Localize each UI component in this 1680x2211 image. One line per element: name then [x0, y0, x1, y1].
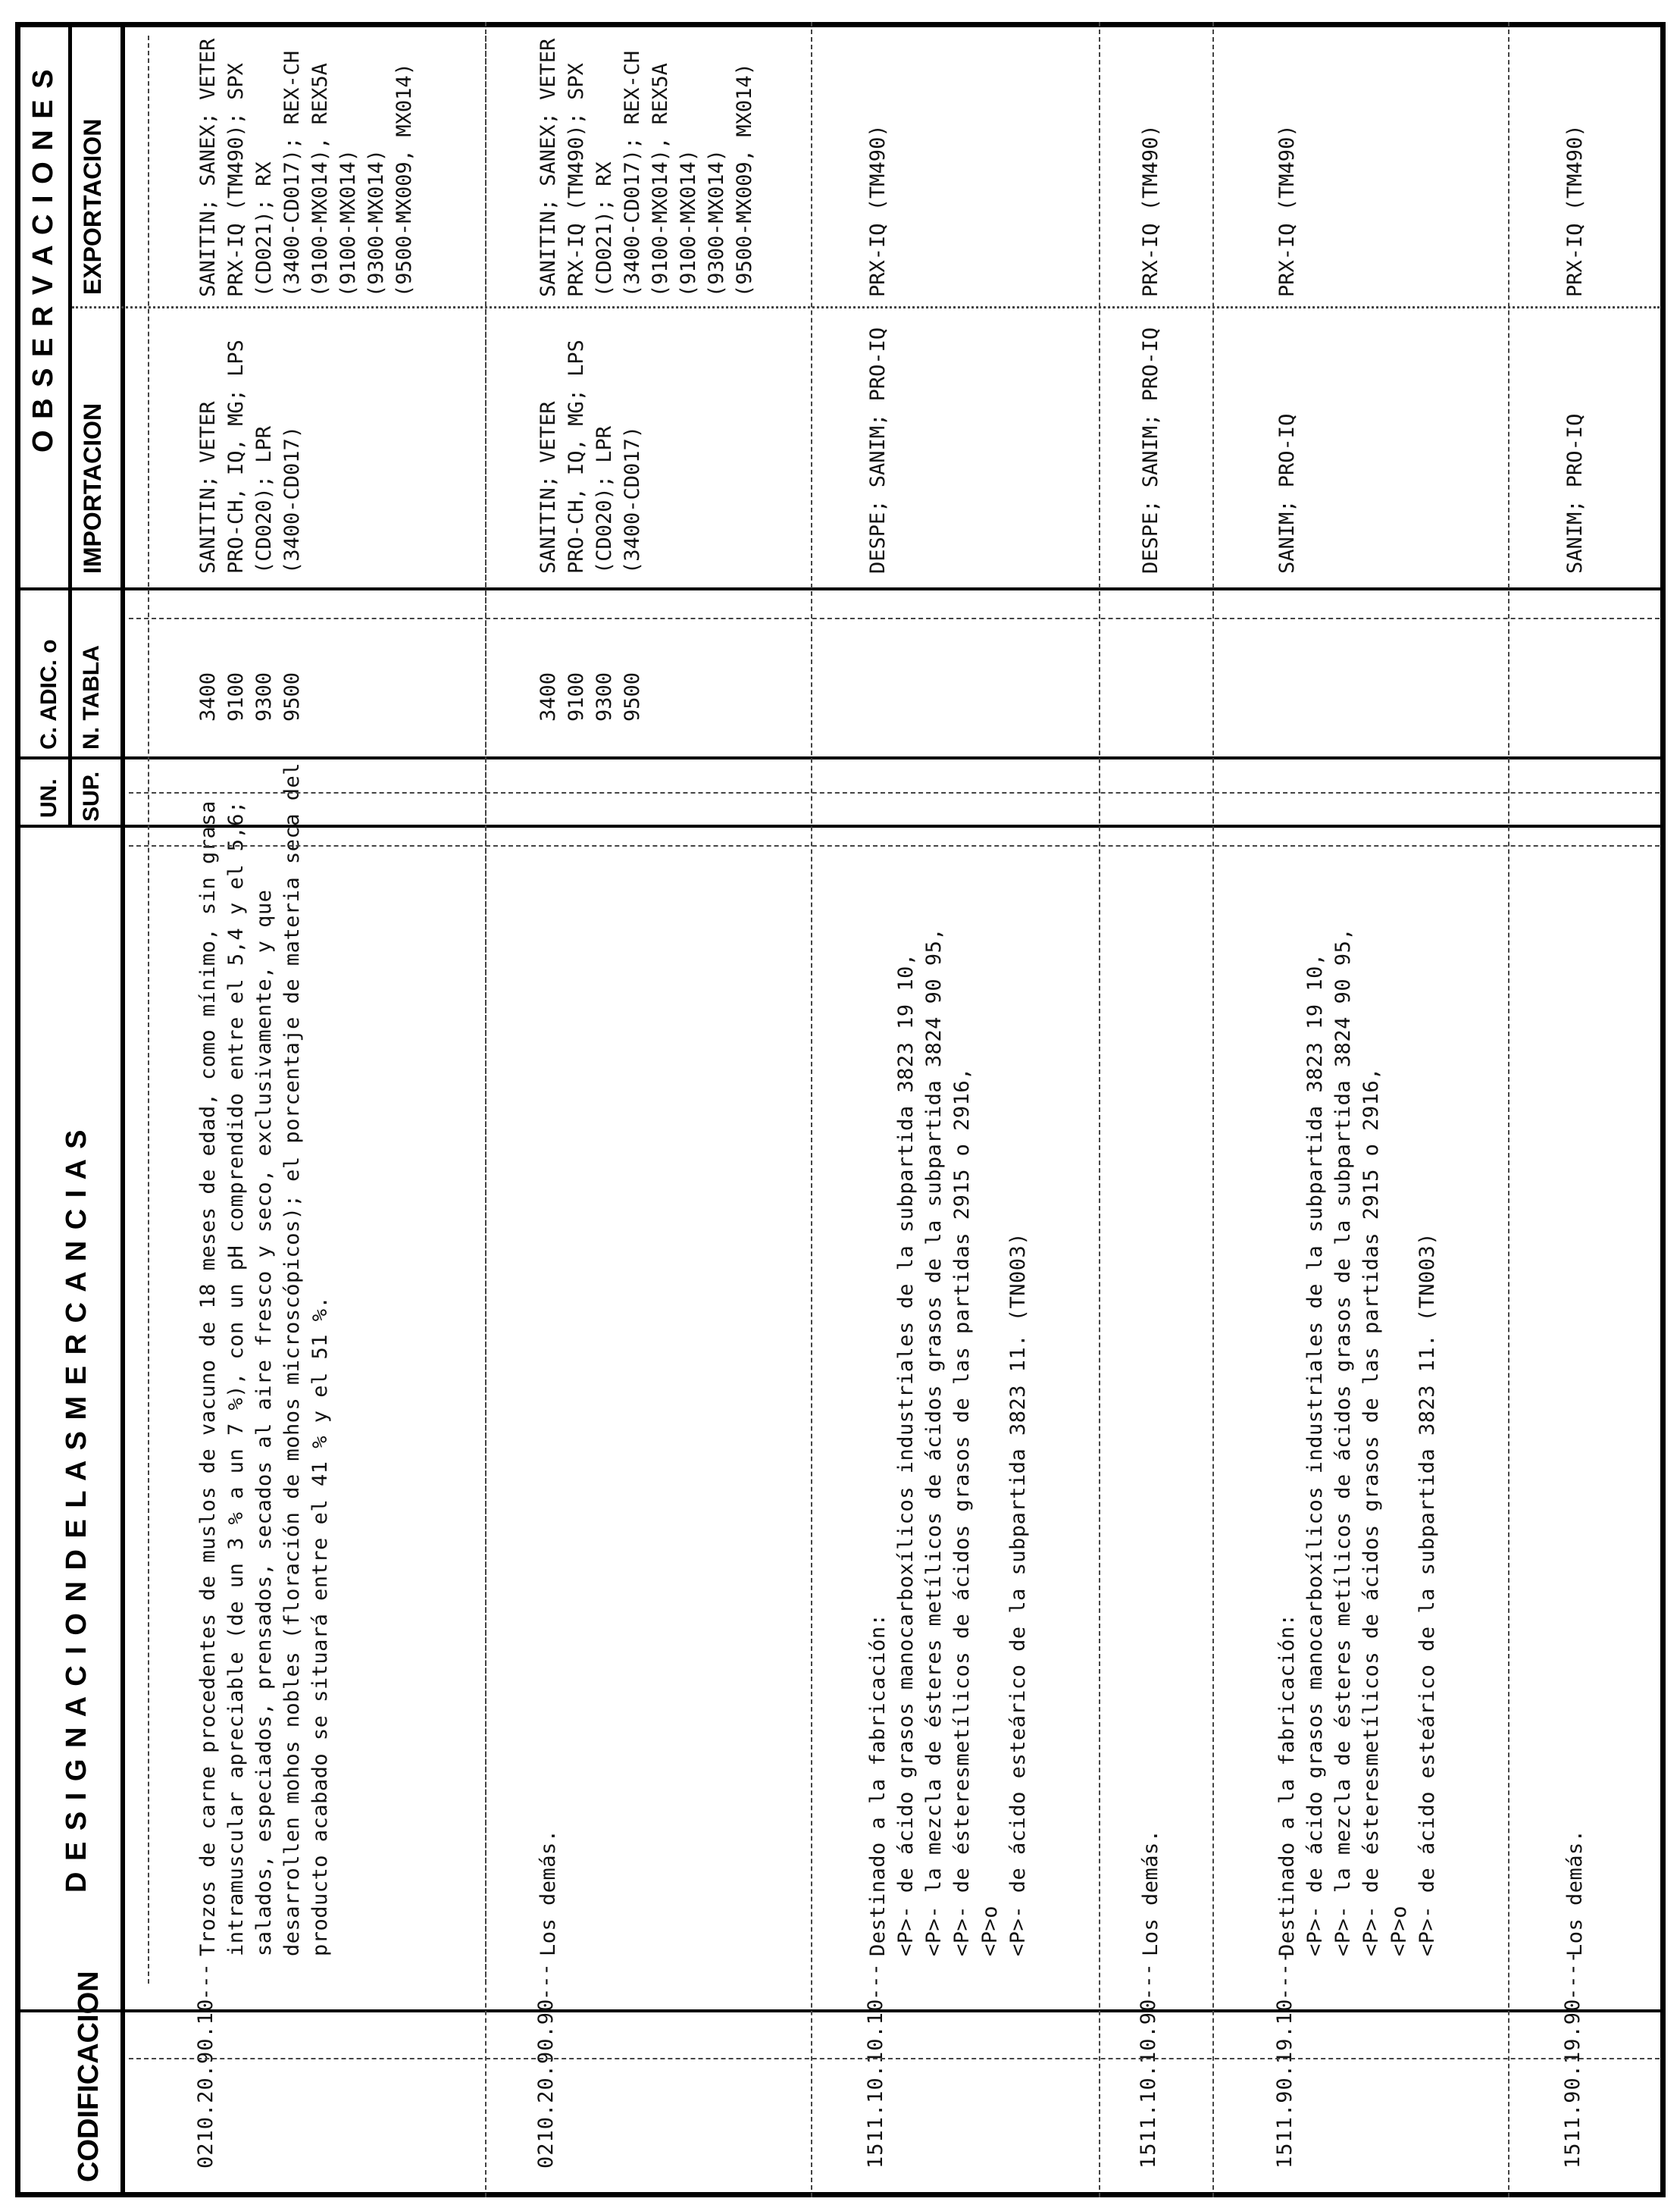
row-separator	[1508, 22, 1509, 2197]
header-observaciones: O B S E R V A C I O N E S	[27, 67, 59, 453]
row-description: Los demás.	[1563, 1829, 1587, 1956]
row-dash: ----	[1273, 1950, 1297, 2000]
col-divider	[15, 756, 1666, 759]
row-code: 1511.90.19.90	[1561, 1998, 1585, 2169]
row-description: Destinado a la fabricación: <P>- de ácido grasos manocarboxílicos industriales de la subpartida 3823 19 10, <P>- la mezcla de ésteres metílicos de ácidos grasos de la subpartida 3824 90 95, <P>- de ésteresmetílicos de ácidos grasos de las partidas 2915 o 2916, <P>o <P>- de ácido esteárico de la subpartida 3823 11. (TN003)	[866, 927, 1030, 1956]
col-dashed-guide	[129, 845, 1660, 847]
row-importacion: SANIM; PRO-IQ	[1563, 413, 1587, 574]
row-importacion: SANITIN; VETER PRO-CH, IQ, MG; LPS (CD020); LPR (3400-CD017)	[196, 340, 304, 574]
header-cadic: C. ADIC. o	[36, 639, 61, 750]
row-cadic: 3400 9100 9300 9500	[537, 672, 644, 722]
header-obs-rule	[68, 22, 72, 590]
row-code: 1511.10.10.10	[864, 1998, 887, 2169]
row-exportacion: SANITIN; SANEX; VETER PRX-IQ (TM490); SPX (CD021); RX (3400-CD017); REX-CH (9100-MX014), REX5A (9100-MX014) (9300-MX014) (9500-MX009, MX014)	[196, 38, 416, 297]
row-exportacion: SANITIN; SANEX; VETER PRX-IQ (TM490); SPX (CD021); RX (3400-CD017); REX-CH (9100-MX014), REX5A (9100-MX014) (9300-MX014) (9500-MX009, MX014)	[537, 38, 756, 297]
col-dashed-guide	[129, 2058, 1660, 2059]
header-designacion: D E S I G N A C I O N D E L A S M E R C A N C I A S	[61, 1128, 92, 1893]
header-importacion: IMPORTACION	[79, 402, 106, 574]
header-ntabla: N. TABLA	[79, 645, 104, 750]
col-divider	[15, 587, 1666, 590]
row-description: Destinado a la fabricación: <P>- de ácido grasos manocarboxílicos industriales de la subpartida 3823 19 10, <P>- la mezcla de ésteres metílicos de ácidos grasos de la subpartida 3824 90 95, <P>- de ésteresmetílicos de ácidos grasos de las partidas 2915 o 2916, <P>o <P>- de ácido esteárico de la subpartida 3823 11. (TN003)	[1275, 927, 1439, 1956]
row-dash: ----	[1561, 1950, 1585, 2000]
header-sup: SUP.	[79, 771, 104, 822]
row-dash: ---	[534, 1963, 558, 2000]
row-cadic: 3400 9100 9300 9500	[196, 672, 304, 722]
col-dashed-guide	[129, 792, 1660, 794]
row-exportacion: PRX-IQ (TM490)	[866, 124, 890, 297]
row-dash: ---	[194, 1963, 217, 2000]
header-codificacion: CODIFICACION	[73, 1971, 105, 2182]
row-separator	[811, 22, 812, 2197]
row-description: Trozos de carne procedentes de muslos de vacuno de 18 meses de edad, como mínimo, sin grasa intramuscular apreciable (de un 3 % a un 7 %), con un pH comprendido entre el 5,4 y el 5,6; salados, especiados, prensados, secados al aire fresco y seco, exclusivamente, y que desarrollen mohos nobles (floración de mohos microscópicos); el porcentaje de materia seca del producto acabado se situará entre el 41 % y el 51 %.	[196, 762, 332, 1956]
row-exportacion: PRX-IQ (TM490)	[1139, 124, 1162, 297]
row-importacion: DESPE; SANIM; PRO-IQ	[1139, 327, 1162, 574]
row-importacion: SANIM; PRO-IQ	[1275, 413, 1299, 574]
col-divider	[15, 2009, 1666, 2012]
row-exportacion: PRX-IQ (TM490)	[1563, 124, 1587, 297]
row-importacion: SANITIN; VETER PRO-CH, IQ, MG; LPS (CD020); LPR (3400-CD017)	[537, 340, 644, 574]
row-code: 1511.90.19.10	[1273, 1998, 1297, 2169]
row-code: 0210.20.90.90	[534, 1998, 558, 2169]
row-importacion: DESPE; SANIM; PRO-IQ	[866, 327, 890, 574]
row-code: 0210.20.90.10	[194, 1998, 217, 2169]
row-separator	[1212, 22, 1214, 2197]
row-dash: ---	[1137, 1963, 1160, 2000]
row-dashed-rule	[485, 36, 486, 1984]
obs-divider	[72, 306, 1660, 308]
header-exportacion: EXPORTACION	[79, 118, 106, 295]
header-mid-rule	[68, 590, 72, 828]
row-description: Los demás.	[1139, 1829, 1162, 1956]
row-description: Los demás.	[537, 1829, 560, 1956]
col-dashed-guide	[129, 618, 1660, 619]
row-exportacion: PRX-IQ (TM490)	[1275, 124, 1299, 297]
row-dash: ---	[864, 1963, 887, 2000]
row-dashed-rule	[148, 36, 149, 1984]
row-separator	[1099, 22, 1100, 2197]
row-code: 1511.10.10.90	[1137, 1998, 1160, 2169]
header-un: UN.	[36, 778, 61, 818]
